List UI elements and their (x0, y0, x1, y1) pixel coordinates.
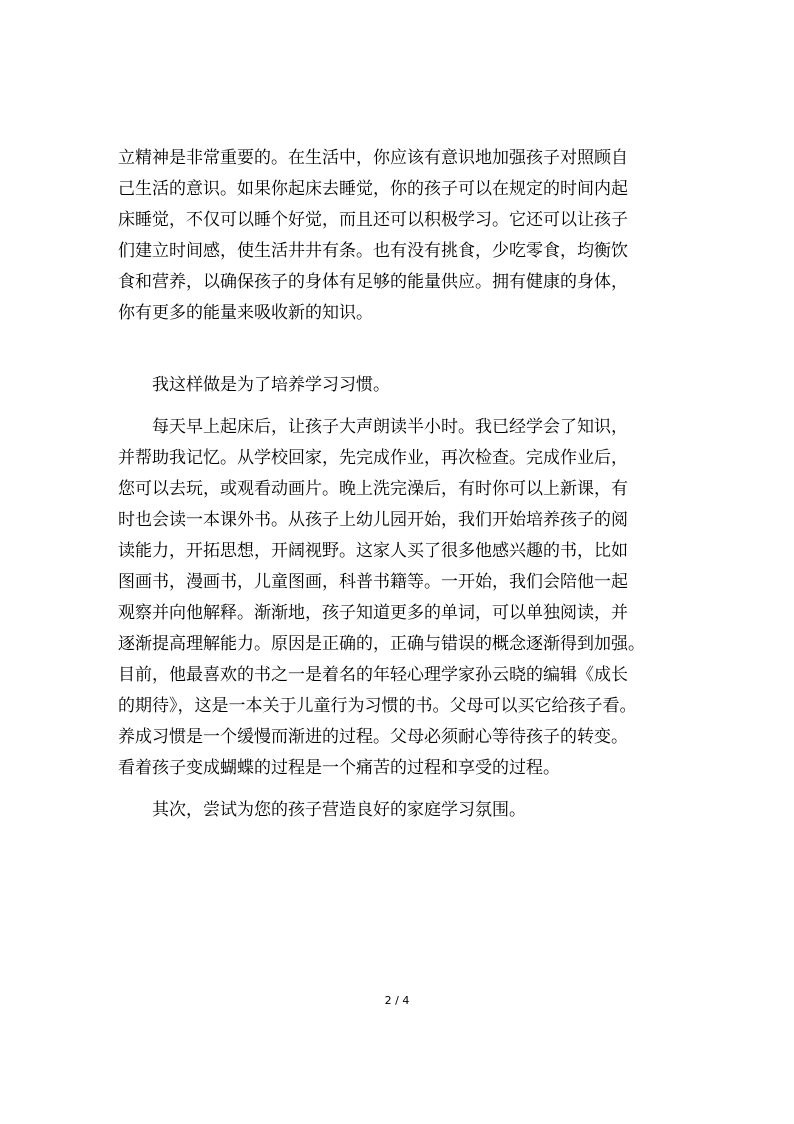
text-line: 们建立时间感，使生活井井有条。也有没有挑食，少吃零食，均衡饮 (118, 241, 628, 261)
text-line: 床睡觉，不仅可以睡个好觉，而且还可以积极学习。它还可以让孩子 (118, 210, 628, 230)
text-line: 看着孩子变成蝴蝶的过程是一个痛苦的过程和享受的过程。 (118, 758, 560, 778)
text-line: 观察并向他解释。渐渐地，孩子知道更多的单词，可以单独阅读，并 (118, 603, 628, 623)
text-line: 你有更多的能量来吸收新的知识。 (118, 303, 373, 323)
text-line: 养成习惯是一个缓慢而渐进的过程。父母必须耐心等待孩子的转变。 (118, 727, 628, 747)
text-line: 逐渐提高理解能力。原因是正确的，正确与错误的概念逐渐得到加强。 (118, 634, 645, 654)
paragraph-first-line: 每天早上起床后，让孩子大声朗读半小时。我已经学会了知识， (152, 417, 628, 437)
page-number: 2 / 4 (384, 994, 410, 1007)
paragraph-heading: 我这样做是为了培养学习习惯。 (152, 375, 390, 395)
text-line: 立精神是非常重要的。在生活中，你应该有意识地加强孩子对照顾自 (118, 148, 628, 168)
paragraph-heading: 其次，尝试为您的孩子营造良好的家庭学习氛围。 (152, 800, 526, 820)
text-line: 食和营养，以确保孩子的身体有足够的能量供应。拥有健康的身体， (118, 272, 628, 292)
text-line: 并帮助我记忆。从学校回家，先完成作业，再次检查。完成作业后， (118, 448, 628, 468)
text-line: 您可以去玩，或观看动画片。晚上洗完澡后，有时你可以上新课，有 (118, 479, 628, 499)
text-line: 己生活的意识。如果你起床去睡觉，你的孩子可以在规定的时间内起 (118, 179, 628, 199)
text-line: 的期待》，这是一本关于儿童行为习惯的书。父母可以买它给孩子看。 (118, 696, 637, 716)
text-line: 读能力，开拓思想，开阔视野。这家人买了很多他感兴趣的书，比如 (118, 541, 628, 561)
text-line: 目前，他最喜欢的书之一是着名的年轻心理学家孙云晓的编辑《成长 (118, 665, 628, 685)
text-line: 时也会读一本课外书。从孩子上幼儿园开始，我们开始培养孩子的阅 (118, 510, 628, 530)
text-line: 图画书，漫画书，儿童图画，科普书籍等。一开始，我们会陪他一起 (118, 572, 628, 592)
